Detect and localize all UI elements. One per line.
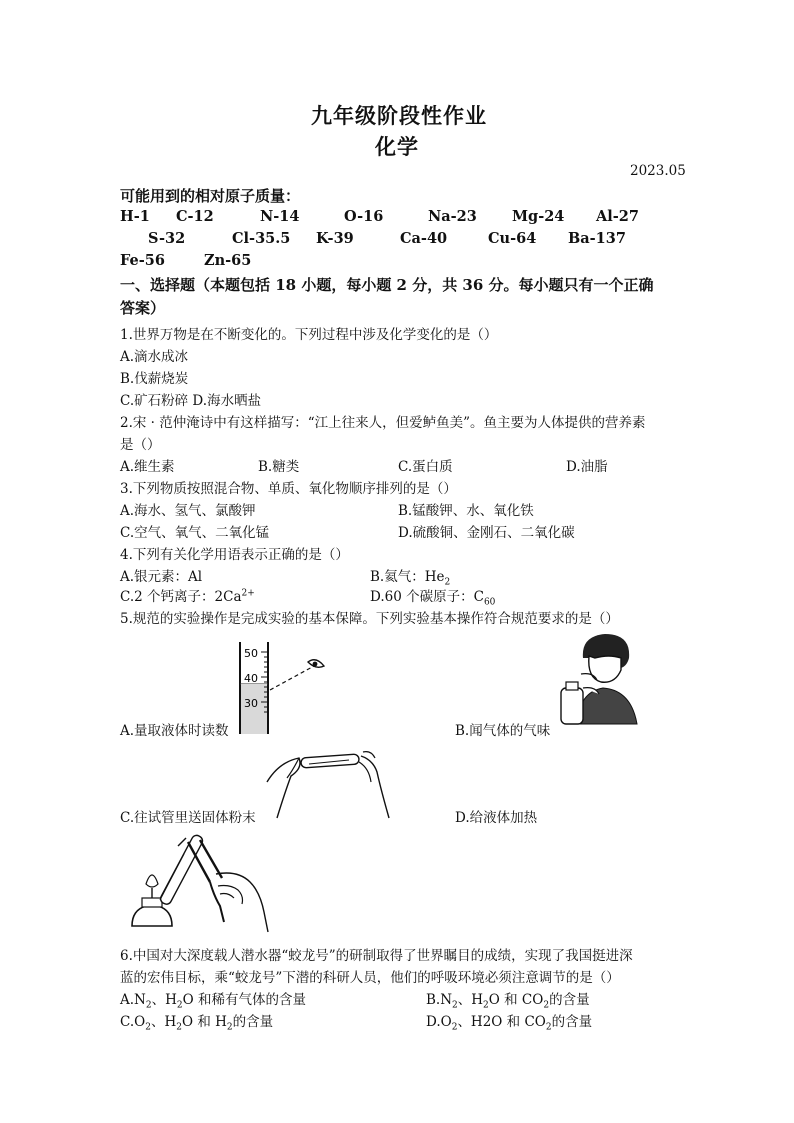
mass-item: S-32: [148, 230, 186, 247]
q6-stem-cont: 蓝的宏伟目标，乘“蛟龙号”下潜的科研人员，他们的呼吸环境必须注意调节的是（）: [120, 970, 620, 986]
eye-icon: [308, 660, 324, 668]
q1-stem: 1.世界万物是在不断变化的。下列过程中涉及化学变化的是（）: [120, 327, 498, 343]
mass-item: K-39: [316, 230, 354, 247]
mass-item: Ca-40: [400, 230, 448, 247]
mass-item: N-14: [260, 208, 300, 225]
q5-option-d: D.给液体加热: [455, 810, 538, 826]
cylinder-tick-label: 50: [244, 647, 258, 660]
q3-option-c: C.空气、氧气、二氧化锰: [120, 525, 270, 541]
mass-item: C-12: [176, 208, 214, 225]
q4-option-a: A.银元素：Al: [120, 569, 203, 585]
cylinder-tick-label: 30: [244, 697, 258, 710]
q2-option-b: B.糖类: [258, 459, 300, 475]
q1-option-b: B.伐薪烧炭: [120, 371, 189, 387]
q1-option-cd: C.矿石粉碎 D.海水晒盐: [120, 393, 262, 409]
section-heading-cont: 答案）: [120, 299, 166, 317]
q5-stem: 5.规范的实验操作是完成实验的基本保障。下列实验基本操作符合规范要求的是（）: [120, 611, 619, 627]
q3-stem: 3.下列物质按照混合物、单质、氧化物顺序排列的是（）: [120, 481, 457, 497]
q2-stem-cont: 是（）: [120, 437, 161, 453]
mass-item: Al-27: [596, 208, 639, 225]
section-heading: 一、选择题（本题包括 18 小题，每小题 2 分，共 36 分。每小题只有一个正确: [120, 276, 654, 294]
mass-item: Zn-65: [204, 252, 252, 269]
q2-option-d: D.油脂: [566, 459, 608, 475]
q3-option-b: B.锰酸钾、水、氧化铁: [398, 503, 534, 519]
q6-option-d: $D.O_2$、H2O 和 $CO_2$的含量: [426, 1014, 593, 1033]
cylinder-tick-label: 40: [244, 672, 258, 685]
q3-option-a: A.海水、氢气、氯酸钾: [120, 503, 256, 519]
mass-item: Cl-35.5: [232, 230, 291, 247]
graduated-cylinder-figure: [236, 640, 336, 736]
heating-liquid-figure: [120, 826, 270, 938]
q2-stem: 2.宋 · 范仲淹诗中有这样描写：“江上往来人，但爱鲈鱼美”。鱼主要为人体提供的营养素: [120, 415, 646, 431]
q5-option-c: C.往试管里送固体粉末: [120, 810, 256, 826]
subject-title: 化学: [375, 134, 419, 159]
q3-option-d: D.硫酸铜、金刚石、二氧化碳: [398, 525, 575, 541]
q4-option-d: D.60 个碳原子：$C_{60}$: [370, 589, 496, 608]
q4-option-c: C.2 个钙离子：$2Ca^{2+}$: [120, 588, 255, 605]
q6-option-a: $A.N_2$、$H_2O$ 和稀有气体的含量: [120, 992, 306, 1011]
q5-option-a: A.量取液体时读数: [120, 723, 229, 739]
q4-stem: 4.下列有关化学用语表示正确的是（）: [120, 547, 349, 563]
mass-item: Mg-24: [512, 208, 565, 225]
mass-item: Na-23: [428, 208, 477, 225]
atomic-mass-heading: 可能用到的相对原子质量：: [120, 187, 301, 205]
mass-item: Cu-64: [488, 230, 537, 247]
mass-item: O-16: [344, 208, 384, 225]
mass-item: H-1: [120, 208, 150, 225]
mass-item: Ba-137: [568, 230, 626, 247]
q1-option-a: A.滴水成冰: [120, 349, 189, 365]
q2-option-c: C.蛋白质: [398, 459, 453, 475]
q5-option-b: B.闻气体的气味: [455, 723, 551, 739]
q6-option-c: $C.O_2$、$H_2O$ 和 $H_2$的含量: [120, 1014, 274, 1033]
mass-item: Fe-56: [120, 252, 165, 269]
q6-stem: 6.中国对大深度载人潜水器“蛟龙号”的研制取得了世界瞩目的成绩，实现了我国挺进深: [120, 948, 633, 964]
page-title: 九年级阶段性作业: [311, 103, 487, 128]
q4-option-b: B.氦气：$He_2$: [370, 569, 451, 588]
powder-test-tube-figure: [265, 742, 395, 820]
q6-option-b: $B.N_2$、$H_2O$ 和 $CO_2$的含量: [426, 992, 590, 1011]
q2-option-a: A.维生素: [120, 459, 175, 475]
smelling-gas-figure: [553, 628, 653, 728]
exam-date: 2023.05: [630, 163, 686, 179]
